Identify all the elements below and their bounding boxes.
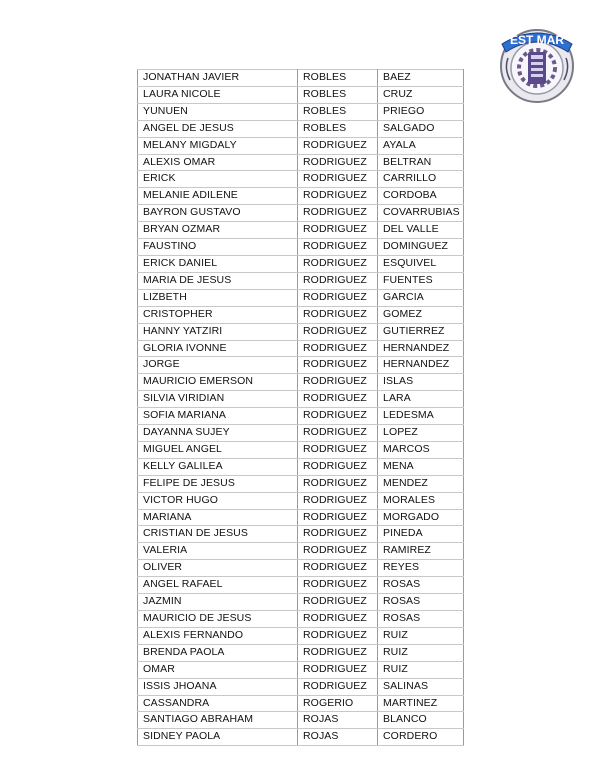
- last-name-cell: RODRIGUEZ: [298, 543, 378, 560]
- second-last-name-cell: GUTIERREZ: [378, 323, 464, 340]
- last-name-cell: RODRIGUEZ: [298, 441, 378, 458]
- last-name-cell: ROBLES: [298, 70, 378, 87]
- last-name-cell: RODRIGUEZ: [298, 391, 378, 408]
- second-last-name-cell: PINEDA: [378, 526, 464, 543]
- table-row: [138, 374, 464, 391]
- last-name-cell: RODRIGUEZ: [298, 644, 378, 661]
- first-name-cell: JAZMIN: [138, 594, 298, 611]
- first-name-cell: JORGE: [138, 357, 298, 374]
- first-name-cell: BRENDA PAOLA: [138, 644, 298, 661]
- first-name-cell: ALEXIS OMAR: [138, 154, 298, 171]
- second-last-name-cell: BLANCO: [378, 712, 464, 729]
- last-name-cell: RODRIGUEZ: [298, 678, 378, 695]
- first-name-cell: SIDNEY PAOLA: [138, 729, 298, 746]
- last-name-cell: RODRIGUEZ: [298, 374, 378, 391]
- second-last-name-cell: MARCOS: [378, 441, 464, 458]
- table-row: [138, 475, 464, 492]
- table-row: [138, 441, 464, 458]
- last-name-cell: RODRIGUEZ: [298, 137, 378, 154]
- table-row: [138, 458, 464, 475]
- last-name-cell: RODRIGUEZ: [298, 594, 378, 611]
- second-last-name-cell: GOMEZ: [378, 306, 464, 323]
- table-row: [138, 188, 464, 205]
- first-name-cell: ERICK: [138, 171, 298, 188]
- second-last-name-cell: LOPEZ: [378, 425, 464, 442]
- second-last-name-cell: HERNANDEZ: [378, 340, 464, 357]
- last-name-cell: RODRIGUEZ: [298, 205, 378, 222]
- school-logo: [494, 24, 580, 104]
- second-last-name-cell: RUIZ: [378, 644, 464, 661]
- last-name-cell: RODRIGUEZ: [298, 560, 378, 577]
- second-last-name-cell: MARTINEZ: [378, 695, 464, 712]
- second-last-name-cell: LARA: [378, 391, 464, 408]
- table-row: [138, 86, 464, 103]
- first-name-cell: MELANIE ADILENE: [138, 188, 298, 205]
- second-last-name-cell: SALGADO: [378, 120, 464, 137]
- names-table: [137, 69, 464, 746]
- second-last-name-cell: HERNANDEZ: [378, 357, 464, 374]
- table-row: [138, 526, 464, 543]
- table-row: [138, 560, 464, 577]
- first-name-cell: BAYRON GUSTAVO: [138, 205, 298, 222]
- last-name-cell: RODRIGUEZ: [298, 475, 378, 492]
- second-last-name-cell: AYALA: [378, 137, 464, 154]
- first-name-cell: ALEXIS FERNANDO: [138, 627, 298, 644]
- first-name-cell: SOFIA MARIANA: [138, 408, 298, 425]
- last-name-cell: ROJAS: [298, 729, 378, 746]
- table-row: [138, 154, 464, 171]
- first-name-cell: KELLY GALILEA: [138, 458, 298, 475]
- second-last-name-cell: ROSAS: [378, 594, 464, 611]
- second-last-name-cell: BELTRAN: [378, 154, 464, 171]
- table-row: [138, 509, 464, 526]
- first-name-cell: FELIPE DE JESUS: [138, 475, 298, 492]
- last-name-cell: ROBLES: [298, 120, 378, 137]
- second-last-name-cell: ESQUIVEL: [378, 255, 464, 272]
- second-last-name-cell: LEDESMA: [378, 408, 464, 425]
- last-name-cell: RODRIGUEZ: [298, 154, 378, 171]
- table-row: [138, 137, 464, 154]
- last-name-cell: RODRIGUEZ: [298, 661, 378, 678]
- table-row: [138, 492, 464, 509]
- first-name-cell: VICTOR HUGO: [138, 492, 298, 509]
- second-last-name-cell: RUIZ: [378, 661, 464, 678]
- table-row: [138, 661, 464, 678]
- table-row: [138, 577, 464, 594]
- second-last-name-cell: CARRILLO: [378, 171, 464, 188]
- table-row: [138, 255, 464, 272]
- last-name-cell: RODRIGUEZ: [298, 458, 378, 475]
- last-name-cell: RODRIGUEZ: [298, 408, 378, 425]
- last-name-cell: RODRIGUEZ: [298, 255, 378, 272]
- last-name-cell: RODRIGUEZ: [298, 425, 378, 442]
- last-name-cell: RODRIGUEZ: [298, 323, 378, 340]
- table-row: [138, 391, 464, 408]
- first-name-cell: MAURICIO EMERSON: [138, 374, 298, 391]
- table-row: [138, 205, 464, 222]
- last-name-cell: RODRIGUEZ: [298, 627, 378, 644]
- first-name-cell: DAYANNA SUJEY: [138, 425, 298, 442]
- table-row: [138, 103, 464, 120]
- first-name-cell: MAURICIO DE JESUS: [138, 611, 298, 628]
- first-name-cell: ERICK DANIEL: [138, 255, 298, 272]
- first-name-cell: MIGUEL ANGEL: [138, 441, 298, 458]
- second-last-name-cell: ROSAS: [378, 577, 464, 594]
- table-row: [138, 678, 464, 695]
- last-name-cell: RODRIGUEZ: [298, 526, 378, 543]
- first-name-cell: MARIA DE JESUS: [138, 272, 298, 289]
- first-name-cell: ANGEL RAFAEL: [138, 577, 298, 594]
- table-row: [138, 306, 464, 323]
- second-last-name-cell: GARCIA: [378, 289, 464, 306]
- table-row: [138, 425, 464, 442]
- second-last-name-cell: BAEZ: [378, 70, 464, 87]
- second-last-name-cell: COVARRUBIAS: [378, 205, 464, 222]
- last-name-cell: RODRIGUEZ: [298, 222, 378, 239]
- first-name-cell: MARIANA: [138, 509, 298, 526]
- first-name-cell: VALERIA: [138, 543, 298, 560]
- last-name-cell: RODRIGUEZ: [298, 357, 378, 374]
- first-name-cell: OLIVER: [138, 560, 298, 577]
- table-row: [138, 171, 464, 188]
- logo-text: EST MAR: [510, 33, 564, 47]
- last-name-cell: RODRIGUEZ: [298, 171, 378, 188]
- second-last-name-cell: FUENTES: [378, 272, 464, 289]
- last-name-cell: RODRIGUEZ: [298, 239, 378, 256]
- first-name-cell: CRISTIAN DE JESUS: [138, 526, 298, 543]
- first-name-cell: ISSIS JHOANA: [138, 678, 298, 695]
- first-name-cell: CRISTOPHER: [138, 306, 298, 323]
- second-last-name-cell: DOMINGUEZ: [378, 239, 464, 256]
- last-name-cell: RODRIGUEZ: [298, 289, 378, 306]
- last-name-cell: RODRIGUEZ: [298, 492, 378, 509]
- table-row: [138, 357, 464, 374]
- table-row: [138, 695, 464, 712]
- second-last-name-cell: PRIEGO: [378, 103, 464, 120]
- table-row: [138, 70, 464, 87]
- table-row: [138, 712, 464, 729]
- table-row: [138, 239, 464, 256]
- first-name-cell: YUNUEN: [138, 103, 298, 120]
- last-name-cell: ROBLES: [298, 86, 378, 103]
- second-last-name-cell: RAMIREZ: [378, 543, 464, 560]
- table-row: [138, 408, 464, 425]
- first-name-cell: SANTIAGO ABRAHAM: [138, 712, 298, 729]
- first-name-cell: FAUSTINO: [138, 239, 298, 256]
- table-row: [138, 594, 464, 611]
- first-name-cell: ANGEL DE JESUS: [138, 120, 298, 137]
- table-row: [138, 120, 464, 137]
- first-name-cell: LIZBETH: [138, 289, 298, 306]
- last-name-cell: RODRIGUEZ: [298, 509, 378, 526]
- second-last-name-cell: MENA: [378, 458, 464, 475]
- second-last-name-cell: DEL VALLE: [378, 222, 464, 239]
- second-last-name-cell: MORGADO: [378, 509, 464, 526]
- first-name-cell: OMAR: [138, 661, 298, 678]
- second-last-name-cell: ROSAS: [378, 611, 464, 628]
- first-name-cell: MELANY MIGDALY: [138, 137, 298, 154]
- table-row: [138, 222, 464, 239]
- table-row: [138, 323, 464, 340]
- first-name-cell: SILVIA VIRIDIAN: [138, 391, 298, 408]
- first-name-cell: BRYAN OZMAR: [138, 222, 298, 239]
- first-name-cell: GLORIA IVONNE: [138, 340, 298, 357]
- first-name-cell: HANNY YATZIRI: [138, 323, 298, 340]
- second-last-name-cell: CRUZ: [378, 86, 464, 103]
- table-row: [138, 729, 464, 746]
- first-name-cell: CASSANDRA: [138, 695, 298, 712]
- first-name-cell: LAURA NICOLE: [138, 86, 298, 103]
- last-name-cell: ROBLES: [298, 103, 378, 120]
- second-last-name-cell: MORALES: [378, 492, 464, 509]
- table-row: [138, 611, 464, 628]
- first-name-cell: JONATHAN JAVIER: [138, 70, 298, 87]
- table-row: [138, 543, 464, 560]
- table-row: [138, 340, 464, 357]
- last-name-cell: ROGERIO: [298, 695, 378, 712]
- last-name-cell: RODRIGUEZ: [298, 272, 378, 289]
- last-name-cell: RODRIGUEZ: [298, 188, 378, 205]
- second-last-name-cell: REYES: [378, 560, 464, 577]
- second-last-name-cell: RUIZ: [378, 627, 464, 644]
- table-row: [138, 627, 464, 644]
- table-row: [138, 644, 464, 661]
- last-name-cell: RODRIGUEZ: [298, 577, 378, 594]
- last-name-cell: RODRIGUEZ: [298, 340, 378, 357]
- second-last-name-cell: MENDEZ: [378, 475, 464, 492]
- table-row: [138, 289, 464, 306]
- second-last-name-cell: SALINAS: [378, 678, 464, 695]
- second-last-name-cell: CORDOBA: [378, 188, 464, 205]
- second-last-name-cell: ISLAS: [378, 374, 464, 391]
- table-row: [138, 272, 464, 289]
- last-name-cell: RODRIGUEZ: [298, 306, 378, 323]
- names-table-body: [138, 70, 464, 746]
- second-last-name-cell: CORDERO: [378, 729, 464, 746]
- last-name-cell: ROJAS: [298, 712, 378, 729]
- last-name-cell: RODRIGUEZ: [298, 611, 378, 628]
